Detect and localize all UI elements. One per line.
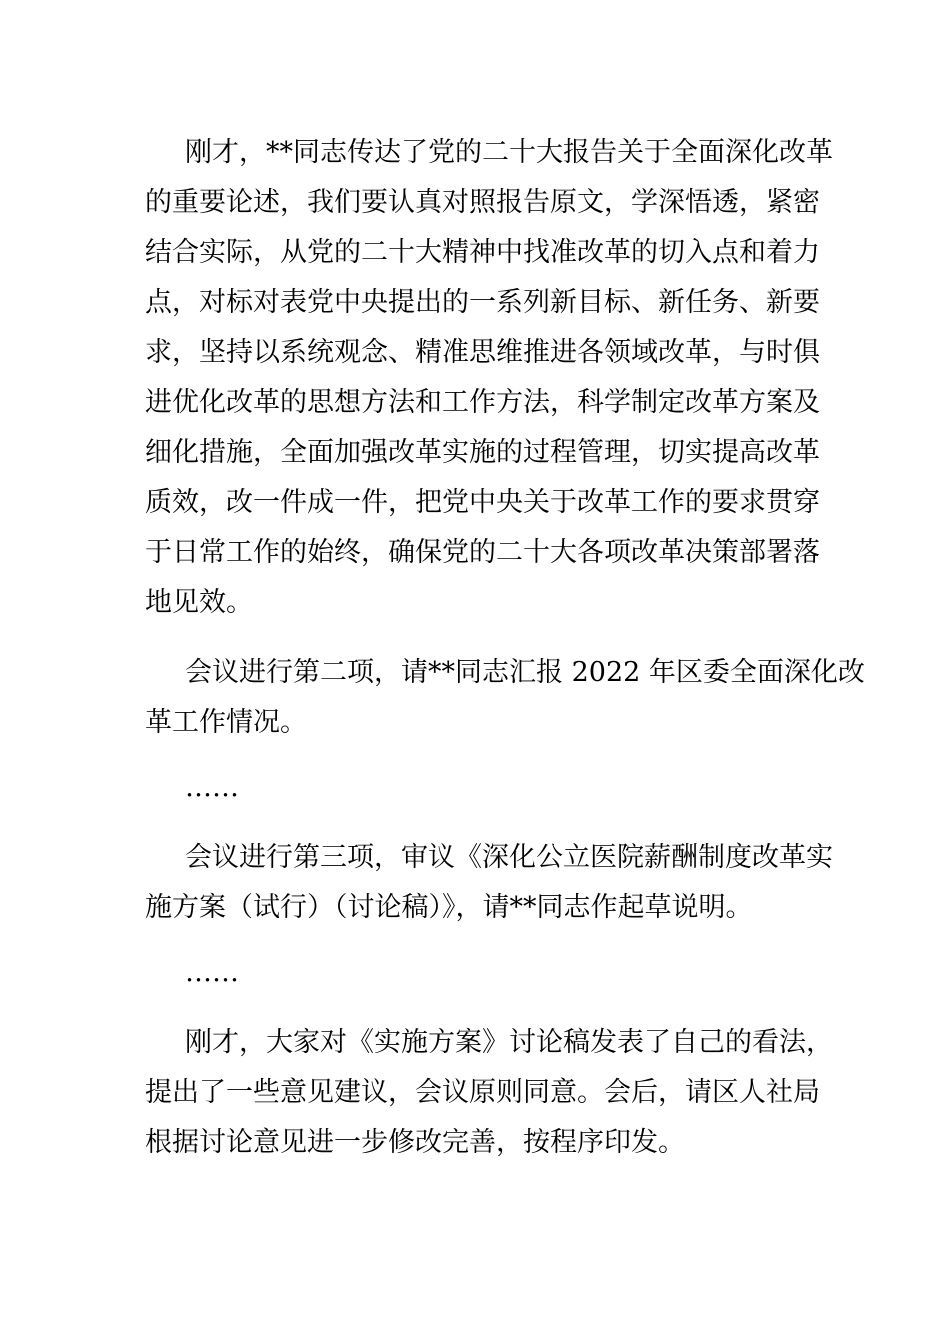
paragraph-line: 细化措施，全面加强改革实施的过程管理，切实提高改革	[145, 437, 820, 468]
paragraph-line: 地见效。	[145, 587, 253, 618]
paragraph-line: 点，对标对表党中央提出的一系列新目标、新任务、新要	[145, 287, 820, 318]
paragraph-line: 结合实际，从党的二十大精神中找准改革的切入点和着力	[145, 237, 820, 268]
paragraph-line: 的重要论述，我们要认真对照报告原文，学深悟透，紧密	[145, 187, 820, 218]
paragraph	[145, 833, 833, 933]
paragraph-line: 提出了一些意见建议，会议原则同意。会后，请区人社局	[145, 1077, 820, 1108]
ellipsis-line: ……	[185, 957, 239, 988]
paragraph-gap	[145, 748, 807, 763]
ellipsis-paragraph	[145, 948, 807, 998]
paragraph	[145, 128, 833, 628]
paragraph-line: 刚才，**同志传达了党的二十大报告关于全面深化改革	[185, 137, 833, 168]
paragraph-line: 求，坚持以系统观念、精准思维推进各领域改革，与时俱	[145, 337, 820, 368]
ellipsis-paragraph	[145, 763, 807, 813]
paragraph-line: 进优化改革的思想方法和工作方法，科学制定改革方案及	[145, 387, 820, 418]
paragraph-line: 会议进行第三项，审议《深化公立医院薪酬制度改革实	[185, 842, 833, 873]
paragraph-gap	[145, 998, 807, 1018]
paragraph-line: 施方案（试行）（讨论稿）》，请**同志作起草说明。	[145, 892, 753, 923]
paragraph	[145, 648, 865, 748]
paragraph-line: 根据讨论意见进一步修改完善，按程序印发。	[145, 1127, 685, 1158]
document-body	[145, 128, 865, 1168]
paragraph-line: 于日常工作的始终，确保党的二十大各项改革决策部署落	[145, 537, 820, 568]
paragraph-gap	[145, 933, 807, 948]
paragraph-line: 会议进行第二项，请**同志汇报 2022 年区委全面深化改	[185, 657, 865, 688]
paragraph-line: 刚才，大家对《实施方案》讨论稿发表了自己的看法，	[185, 1027, 833, 1058]
paragraph-gap	[145, 813, 807, 833]
paragraph-gap	[145, 628, 807, 648]
paragraph-line: 革工作情况。	[145, 707, 307, 738]
ellipsis-line: ……	[185, 772, 239, 803]
paragraph-line: 质效，改一件成一件，把党中央关于改革工作的要求贯穿	[145, 487, 820, 518]
paragraph	[145, 1018, 833, 1168]
